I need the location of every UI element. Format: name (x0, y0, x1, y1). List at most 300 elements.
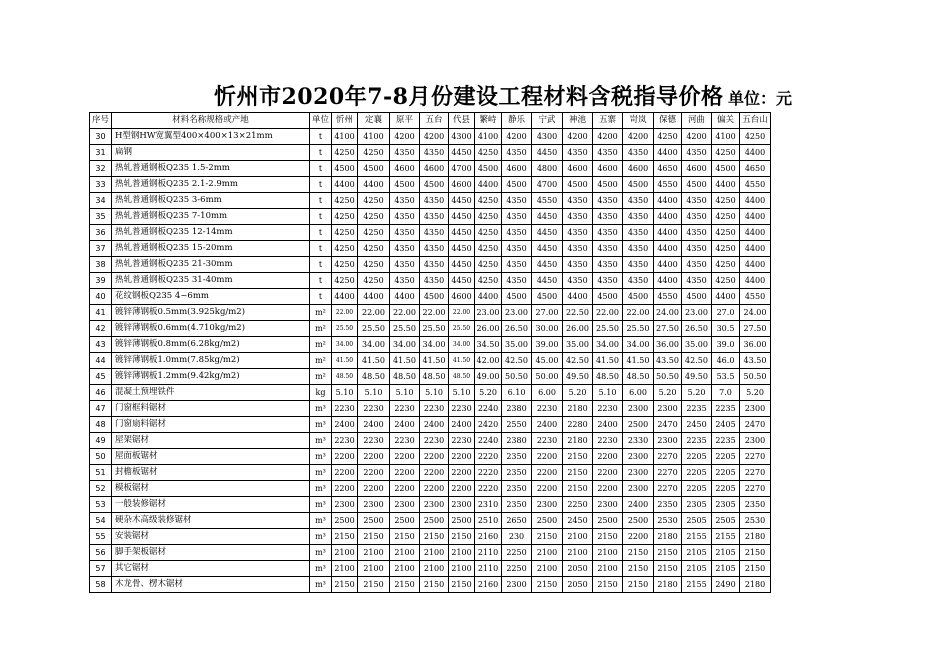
price-cell: 4400 (332, 177, 358, 193)
price-cell: 2240 (475, 401, 502, 417)
price-cell: 2100 (449, 545, 475, 561)
unit-cell: m³ (310, 545, 332, 561)
price-cell: 4500 (502, 289, 532, 305)
table-row (90, 177, 771, 193)
material-name: 一般装修锯材 (112, 497, 310, 513)
unit-cell: t (310, 273, 332, 289)
price-cell: 2350 (740, 497, 771, 513)
price-cell: 2200 (390, 481, 420, 497)
price-cell: 4100 (475, 129, 502, 145)
price-cell: 25.50 (420, 321, 449, 337)
price-cell: 25.50 (623, 321, 654, 337)
price-cell: 2230 (593, 433, 623, 449)
price-cell: 5.20 (682, 385, 712, 401)
price-cell: 2300 (623, 465, 654, 481)
price-cell: 4500 (332, 161, 358, 177)
price-cell: 4350 (502, 225, 532, 241)
price-cell: 4350 (390, 145, 420, 161)
price-cell: 25.50 (390, 321, 420, 337)
price-cell: 4400 (654, 273, 682, 289)
price-cell: 2280 (563, 417, 593, 433)
price-cell: 4400 (740, 145, 771, 161)
price-cell: 42.50 (682, 353, 712, 369)
price-cell: 4350 (390, 209, 420, 225)
price-cell: 2400 (532, 417, 563, 433)
unit-label: 单位：元 (728, 89, 793, 108)
table-row (90, 433, 771, 449)
price-cell: 2400 (390, 417, 420, 433)
price-cell: 24.00 (654, 305, 682, 321)
price-cell: 2150 (563, 481, 593, 497)
price-cell: 2400 (449, 417, 475, 433)
price-cell: 4800 (532, 161, 563, 177)
price-cell: 2650 (502, 513, 532, 529)
column-header: 神池 (563, 113, 593, 129)
price-cell: 2200 (532, 481, 563, 497)
price-cell: 4450 (532, 225, 563, 241)
table-row (90, 385, 771, 401)
price-cell: 4250 (712, 145, 740, 161)
price-cell: 2150 (563, 449, 593, 465)
price-cell: 2100 (532, 561, 563, 577)
price-cell: 41.50 (358, 353, 390, 369)
price-cell: 2300 (623, 401, 654, 417)
price-cell: 2100 (420, 561, 449, 577)
price-cell: 4350 (563, 225, 593, 241)
unit-cell: m³ (310, 497, 332, 513)
unit-cell: t (310, 193, 332, 209)
price-cell: 4350 (420, 241, 449, 257)
price-cell: 23.00 (502, 305, 532, 321)
price-cell: 2400 (332, 417, 358, 433)
price-cell: 48.50 (449, 369, 475, 385)
material-name: 热轧普通钢板Q235 15-20mm (112, 241, 310, 257)
price-cell: 2205 (682, 449, 712, 465)
price-cell: 2150 (593, 529, 623, 545)
material-name: 扁钢 (112, 145, 310, 161)
price-cell: 4350 (563, 193, 593, 209)
table-row (90, 545, 771, 561)
price-cell: 6.10 (502, 385, 532, 401)
price-cell: 2200 (390, 449, 420, 465)
price-cell: 2400 (420, 417, 449, 433)
price-cell: 2200 (420, 449, 449, 465)
price-cell: 35.00 (682, 337, 712, 353)
price-cell: 2350 (502, 481, 532, 497)
price-cell: 2205 (682, 481, 712, 497)
material-name: 其它锯材 (112, 561, 310, 577)
price-cell: 4200 (682, 129, 712, 145)
price-cell: 34.00 (623, 337, 654, 353)
price-cell: 2200 (449, 449, 475, 465)
price-cell: 2230 (390, 433, 420, 449)
price-cell: 34.50 (475, 337, 502, 353)
price-cell: 4600 (449, 177, 475, 193)
price-cell: 41.50 (332, 353, 358, 369)
price-cell: 2200 (593, 449, 623, 465)
price-cell: 49.50 (563, 369, 593, 385)
price-cell: 6.00 (532, 385, 563, 401)
price-cell: 4250 (358, 193, 390, 209)
price-cell: 2150 (358, 529, 390, 545)
page-title: 忻州市2020年7-8月份建设工程材料含税指导价格 (214, 84, 724, 110)
price-cell: 2235 (712, 401, 740, 417)
price-cell: 26.50 (682, 321, 712, 337)
unit-cell: t (310, 129, 332, 145)
price-cell: 27.50 (740, 321, 771, 337)
row-index: 46 (90, 385, 112, 401)
unit-cell: m² (310, 353, 332, 369)
price-cell: 2100 (532, 545, 563, 561)
price-cell: 2205 (712, 465, 740, 481)
price-cell: 2150 (563, 465, 593, 481)
price-cell: 22.00 (420, 305, 449, 321)
unit-cell: t (310, 209, 332, 225)
price-cell: 2150 (390, 529, 420, 545)
unit-cell: t (310, 241, 332, 257)
material-name: 花纹钢板Q235 4~6mm (112, 289, 310, 305)
price-cell: 22.00 (390, 305, 420, 321)
price-cell: 4400 (358, 289, 390, 305)
price-cell: 39.00 (532, 337, 563, 353)
table-row (90, 129, 771, 145)
price-cell: 49.00 (475, 369, 502, 385)
unit-cell: m² (310, 321, 332, 337)
table-row (90, 145, 771, 161)
price-cell: 4250 (712, 241, 740, 257)
price-cell: 4350 (502, 193, 532, 209)
price-cell: 2400 (358, 417, 390, 433)
price-cell: 5.10 (332, 385, 358, 401)
price-cell: 4650 (740, 161, 771, 177)
price-cell: 2150 (654, 561, 682, 577)
price-cell: 26.00 (563, 321, 593, 337)
price-cell: 2200 (532, 449, 563, 465)
price-cell: 46.0 (712, 353, 740, 369)
column-header: 保德 (654, 113, 682, 129)
price-cell: 2500 (532, 513, 563, 529)
table-row (90, 449, 771, 465)
price-cell: 4250 (332, 225, 358, 241)
table-row (90, 289, 771, 305)
price-cell: 2100 (332, 561, 358, 577)
material-name: H型钢HW宽翼型400×400×13×21mm (112, 129, 310, 145)
price-cell: 48.50 (593, 369, 623, 385)
price-cell: 4400 (563, 289, 593, 305)
price-cell: 4350 (420, 193, 449, 209)
price-cell: 42.50 (563, 353, 593, 369)
price-cell: 4350 (593, 273, 623, 289)
column-header: 代县 (449, 113, 475, 129)
price-cell: 4450 (449, 257, 475, 273)
row-index: 42 (90, 321, 112, 337)
price-cell: 4250 (712, 225, 740, 241)
material-name: 门窗框料锯材 (112, 401, 310, 417)
price-cell: 2100 (358, 561, 390, 577)
price-cell: 2100 (593, 545, 623, 561)
price-cell: 41.50 (420, 353, 449, 369)
price-cell: 2490 (712, 577, 740, 593)
header-row (90, 113, 771, 129)
material-name: 木龙骨、楞木锯材 (112, 577, 310, 593)
row-index: 35 (90, 209, 112, 225)
price-cell: 49.50 (682, 369, 712, 385)
price-cell: 4350 (593, 225, 623, 241)
price-cell: 4350 (420, 257, 449, 273)
price-cell: 4600 (502, 161, 532, 177)
material-name: 镀锌薄钢板1.2mm(9.42kg/m2) (112, 369, 310, 385)
price-cell: 53.5 (712, 369, 740, 385)
price-cell: 22.50 (563, 305, 593, 321)
unit-cell: t (310, 289, 332, 305)
price-cell: 27.00 (532, 305, 563, 321)
price-cell: 4500 (682, 289, 712, 305)
price-cell: 2150 (449, 529, 475, 545)
price-cell: 2100 (563, 529, 593, 545)
price-cell: 4250 (475, 257, 502, 273)
price-cell: 4350 (502, 257, 532, 273)
price-cell: 4450 (532, 145, 563, 161)
price-cell: 4250 (332, 273, 358, 289)
price-cell: 2200 (449, 465, 475, 481)
material-name: 镀锌薄钢板0.5mm(3.925kg/m2) (112, 305, 310, 321)
price-cell: 4400 (654, 193, 682, 209)
price-cell: 4550 (532, 193, 563, 209)
price-cell: 2350 (502, 465, 532, 481)
price-cell: 4400 (740, 193, 771, 209)
price-cell: 2230 (358, 401, 390, 417)
price-table (89, 112, 771, 593)
price-cell: 4250 (358, 209, 390, 225)
column-header: 原平 (390, 113, 420, 129)
column-header: 岢岚 (623, 113, 654, 129)
price-cell: 4500 (502, 177, 532, 193)
price-cell: 4250 (358, 145, 390, 161)
price-cell: 2200 (332, 465, 358, 481)
price-cell: 26.50 (502, 321, 532, 337)
price-cell: 2300 (740, 401, 771, 417)
price-cell: 4350 (390, 225, 420, 241)
price-cell: 4400 (654, 209, 682, 225)
price-cell: 4500 (593, 289, 623, 305)
price-cell: 2105 (712, 545, 740, 561)
row-index: 50 (90, 449, 112, 465)
price-cell: 2150 (332, 577, 358, 593)
column-header: 材料名称规格或产地 (112, 113, 310, 129)
price-cell: 4350 (502, 209, 532, 225)
row-index: 33 (90, 177, 112, 193)
table-row (90, 353, 771, 369)
price-cell: 4400 (740, 225, 771, 241)
price-cell: 2150 (532, 577, 563, 593)
price-cell: 4350 (593, 145, 623, 161)
price-cell: 25.50 (358, 321, 390, 337)
price-cell: 2155 (682, 577, 712, 593)
table-row (90, 465, 771, 481)
price-cell: 2270 (740, 465, 771, 481)
price-cell: 2150 (332, 529, 358, 545)
price-cell: 4700 (532, 177, 563, 193)
price-cell: 4400 (740, 273, 771, 289)
price-cell: 2100 (420, 545, 449, 561)
price-cell: 4250 (712, 273, 740, 289)
material-name: 镀锌薄钢板0.6mm(4.710kg/m2) (112, 321, 310, 337)
price-cell: 2200 (420, 465, 449, 481)
price-cell: 22.00 (332, 305, 358, 321)
price-cell: 26.00 (475, 321, 502, 337)
price-cell: 2305 (712, 497, 740, 513)
price-cell: 42.00 (475, 353, 502, 369)
price-cell: 4400 (475, 289, 502, 305)
price-cell: 2230 (390, 401, 420, 417)
price-cell: 5.10 (449, 385, 475, 401)
table-row (90, 481, 771, 497)
price-cell: 2270 (654, 465, 682, 481)
table-row (90, 561, 771, 577)
price-cell: 34.00 (332, 337, 358, 353)
price-cell: 2550 (502, 417, 532, 433)
unit-cell: m³ (310, 513, 332, 529)
price-cell: 4350 (563, 145, 593, 161)
price-cell: 4550 (740, 289, 771, 305)
table-row (90, 417, 771, 433)
column-header: 五台 (420, 113, 449, 129)
column-header: 序号 (90, 113, 112, 129)
price-cell: 2350 (502, 449, 532, 465)
price-cell: 4250 (332, 193, 358, 209)
price-cell: 4350 (682, 209, 712, 225)
price-cell: 2350 (654, 497, 682, 513)
price-cell: 2310 (475, 497, 502, 513)
price-cell: 4450 (449, 225, 475, 241)
price-cell: 2450 (682, 417, 712, 433)
price-cell: 4350 (623, 257, 654, 273)
price-cell: 42.50 (502, 353, 532, 369)
price-cell: 2235 (712, 433, 740, 449)
unit-cell: m³ (310, 481, 332, 497)
price-cell: 4450 (449, 273, 475, 289)
price-cell: 27.0 (712, 305, 740, 321)
unit-cell: m³ (310, 401, 332, 417)
price-cell: 2420 (475, 417, 502, 433)
price-cell: 4450 (449, 241, 475, 257)
price-cell: 2405 (712, 417, 740, 433)
column-header: 静乐 (502, 113, 532, 129)
price-cell: 4400 (740, 209, 771, 225)
price-cell: 2150 (449, 577, 475, 593)
price-cell: 2200 (593, 481, 623, 497)
price-cell: 2100 (449, 561, 475, 577)
price-cell: 4350 (623, 209, 654, 225)
table-row (90, 337, 771, 353)
price-cell: 4550 (654, 177, 682, 193)
row-index: 52 (90, 481, 112, 497)
price-cell: 2350 (502, 497, 532, 513)
price-cell: 4500 (475, 161, 502, 177)
price-cell: 4350 (563, 209, 593, 225)
price-cell: 2500 (358, 513, 390, 529)
price-cell: 5.10 (390, 385, 420, 401)
price-cell: 4250 (475, 193, 502, 209)
price-cell: 2500 (449, 513, 475, 529)
price-cell: 4600 (390, 161, 420, 177)
price-cell: 2240 (475, 433, 502, 449)
row-index: 58 (90, 577, 112, 593)
price-cell: 2230 (332, 401, 358, 417)
price-cell: 4350 (593, 257, 623, 273)
price-cell: 4400 (332, 289, 358, 305)
unit-cell: t (310, 161, 332, 177)
price-cell: 2050 (563, 561, 593, 577)
price-cell: 50.50 (740, 369, 771, 385)
price-cell: 4250 (332, 241, 358, 257)
row-index: 32 (90, 161, 112, 177)
price-cell: 5.20 (654, 385, 682, 401)
price-cell: 4400 (358, 177, 390, 193)
row-index: 38 (90, 257, 112, 273)
price-cell: 4350 (593, 193, 623, 209)
price-cell: 4300 (449, 129, 475, 145)
price-cell: 2110 (475, 545, 502, 561)
price-cell: 4200 (502, 129, 532, 145)
row-index: 51 (90, 465, 112, 481)
price-cell: 5.20 (475, 385, 502, 401)
price-cell: 4600 (682, 161, 712, 177)
column-header: 河曲 (682, 113, 712, 129)
price-cell: 2300 (532, 497, 563, 513)
price-cell: 2200 (532, 465, 563, 481)
price-cell: 2220 (475, 465, 502, 481)
material-name: 脚手架板锯材 (112, 545, 310, 561)
price-cell: 34.00 (390, 337, 420, 353)
price-cell: 2230 (449, 433, 475, 449)
price-cell: 4450 (449, 209, 475, 225)
price-cell: 4500 (682, 177, 712, 193)
price-cell: 35.00 (502, 337, 532, 353)
price-cell: 4350 (563, 273, 593, 289)
price-cell: 4450 (449, 193, 475, 209)
price-cell: 4350 (593, 241, 623, 257)
material-name: 镀锌薄钢板0.8mm(6.28kg/m2) (112, 337, 310, 353)
unit-cell: m³ (310, 433, 332, 449)
row-index: 57 (90, 561, 112, 577)
price-cell: 2100 (390, 545, 420, 561)
unit-cell: m³ (310, 577, 332, 593)
price-cell: 4250 (332, 257, 358, 273)
table-row (90, 257, 771, 273)
price-cell: 5.20 (740, 385, 771, 401)
price-cell: 22.00 (623, 305, 654, 321)
price-cell: 2100 (390, 561, 420, 577)
table-row (90, 321, 771, 337)
price-cell: 4600 (420, 161, 449, 177)
price-cell: 6.00 (623, 385, 654, 401)
price-cell: 2050 (563, 577, 593, 593)
row-index: 48 (90, 417, 112, 433)
price-cell: 2105 (682, 545, 712, 561)
price-cell: 4500 (623, 177, 654, 193)
price-cell: 2500 (623, 513, 654, 529)
price-cell: 2510 (475, 513, 502, 529)
price-cell: 48.50 (332, 369, 358, 385)
price-cell: 2380 (502, 433, 532, 449)
price-cell: 2100 (563, 545, 593, 561)
price-cell: 4250 (475, 209, 502, 225)
price-cell: 2500 (593, 513, 623, 529)
table-row (90, 225, 771, 241)
price-cell: 2230 (532, 401, 563, 417)
row-index: 39 (90, 273, 112, 289)
